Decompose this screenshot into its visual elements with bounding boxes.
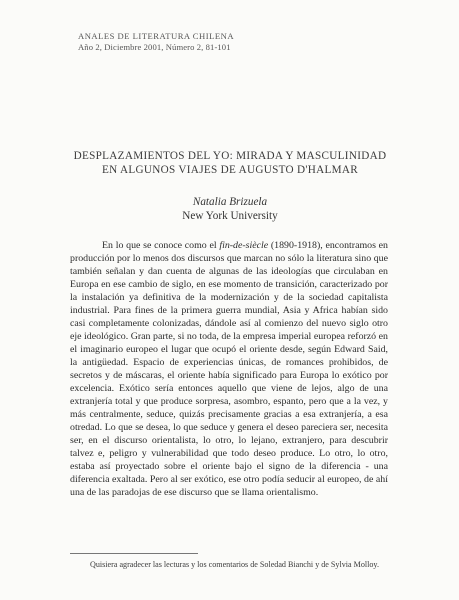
fin-de-siecle-term: fin-de-siècle bbox=[219, 240, 269, 251]
article-title bbox=[60, 149, 400, 177]
article-title-line-1: DESPLAZAMIENTOS DEL YO: MIRADA Y MASCULINIDAD bbox=[73, 150, 387, 162]
journal-name: ANALES DE LITERATURA CHILENA bbox=[78, 31, 235, 41]
author-block bbox=[60, 195, 400, 223]
footnote: Quisiera agradecer las lecturas y los comentarios de Soledad Bianchi y de Sylvia Molloy. bbox=[90, 560, 379, 569]
running-head bbox=[78, 31, 234, 53]
author-name: Natalia Brizuela bbox=[192, 196, 268, 208]
issue-info: Año 2, Diciembre 2001, Número 2, 81-101 bbox=[78, 42, 231, 52]
body-text-start: En lo que se conoce como el bbox=[102, 240, 220, 251]
body-paragraph bbox=[70, 239, 388, 499]
body-text-rest: (1890-1918), encontramos en producción por lo menos dos discursos que marcan no sólo la literatura sino que también señalan y dan cuenta de algunas de las ideologías que circulaban en Europa en ese cambio de siglo, en ese momento de transición, caracterizado por la instalación ya definitiva de la modernización y de la sociedad capitalista industrial. Para fines de la primera guerra mundial, Asia y Africa habían sido casi completamente colonizadas, dándole así al comienzo del nuevo siglo otro eje ideológico. Gran parte, si no toda, de la empresa imperial europea reforzó en el imaginario europeo el lugar que ocupó el oriente desde, según Edward Said, la antigüedad. Espacio de experiencias únicas, de romances prohibidos, de secretos y de máscaras, el oriente había significado para Europa lo exótico por excelencia. Exótico sería entonces aquello que viene de lejos, algo de una extranjería total y que produce sorpresa, asombro, espanto, pero que a la vez, y más centralmente, seduce, quizás precisamente gracias a esa extranjería, a esa otredad. Lo que se desea, lo que seduce y genera el deseo pareciera ser, necesita ser, en el discurso orientalista, lo otro, lo lejano, extranjero, para descubrir talvez e, peligro y vulnerabilidad que todo deseo produce. Lo otro, lo otro, estaba así proyectado sobre el oriente bajo el signo de la diferencia - una diferencia exaltada. Pero al ser exótico, ese otro podía seducir al europeo, de ahí una de las paradojas de ese discurso que se llama orientalismo. bbox=[70, 240, 388, 499]
article-body bbox=[70, 239, 388, 499]
footnote-separator bbox=[70, 553, 198, 554]
author-affiliation: New York University bbox=[182, 210, 278, 222]
article-title-line-2: EN ALGUNOS VIAJES DE AUGUSTO D'HALMAR bbox=[101, 164, 359, 176]
